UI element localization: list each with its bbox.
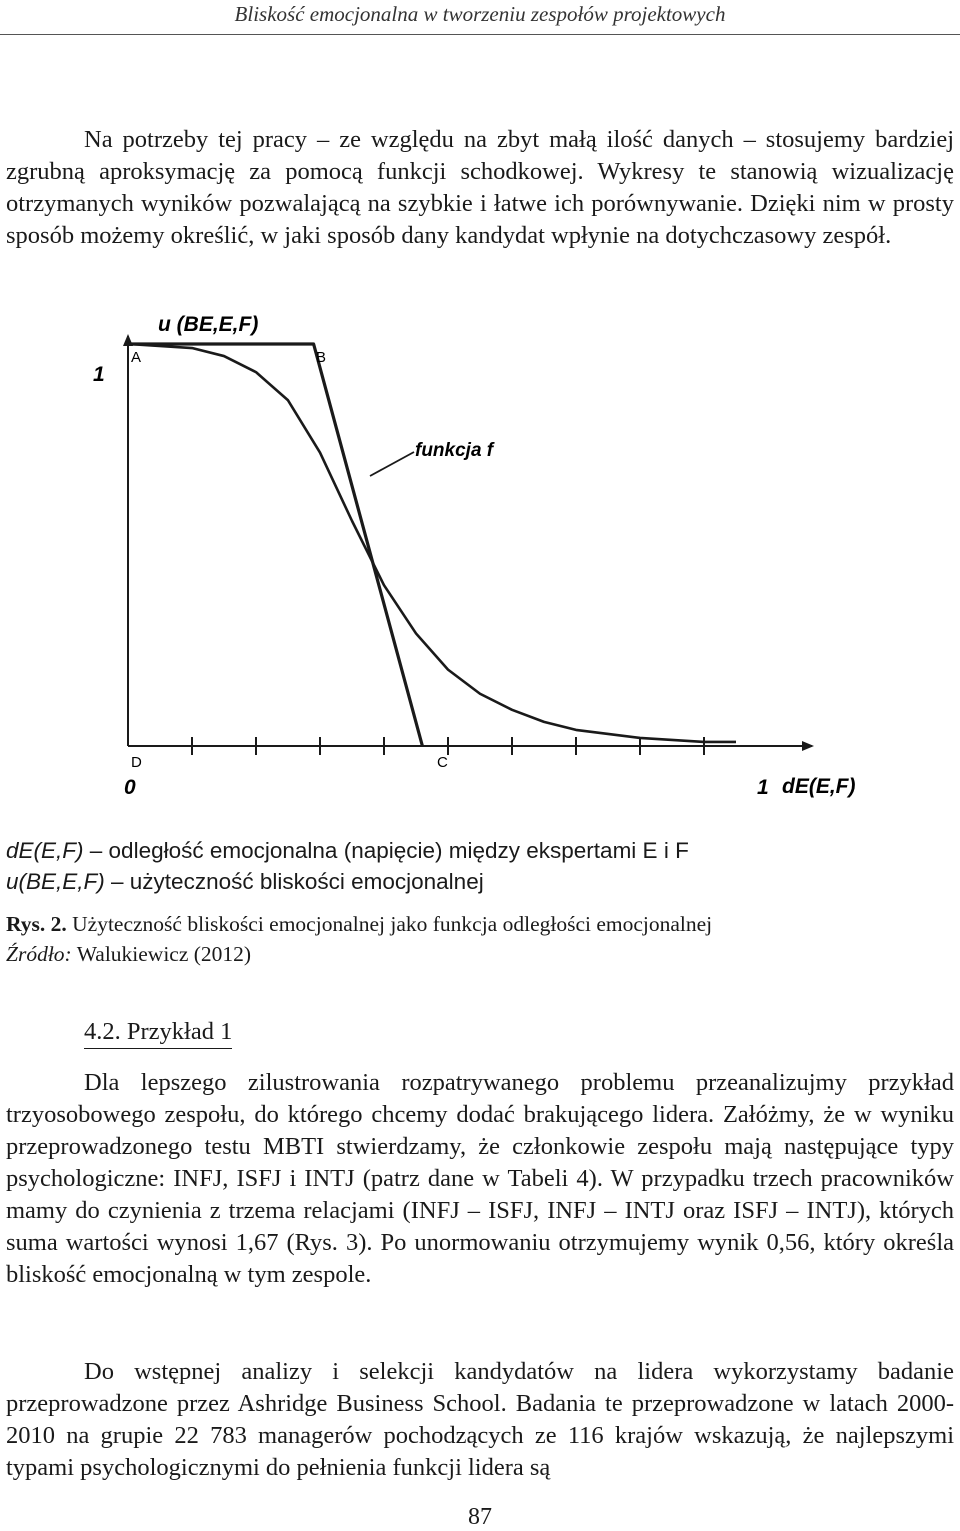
point-d-label: D [131,754,142,771]
axes [128,336,812,746]
figure-source [6,939,954,969]
caption-text: Użyteczność bliskości emocjonalnej jako funkcja odległości emocjonalnej [66,912,713,936]
legend-text-u: – użyteczność bliskości emocjonalnej [104,869,484,894]
figure-caption [6,909,954,939]
intro-paragraph: Na potrzeby tej pracy – ze względu na zbyt małą ilość danych – stosujemy bardziej zgrubną aproksymację za pomocą funkcji schodkowej. Wykresy te stanowią wizualizację otrzymanych wyników pozwalającą na szybkie i łatwe ich porównywanie. Dzięki nim w prosty sposób możemy określić, w jaki sposób dany kandydat wpłynie na dotychczasowy zespół. [6,126,954,249]
figure-legend-line-2 [6,866,954,897]
point-c-label: C [437,754,448,771]
legend-symbol-u: u [6,869,19,894]
caption-label: Rys. 2. [6,912,67,936]
y-axis-label: u (BE,E,F) [158,313,259,336]
legend-text-de: – odległość emocjonalna (napięcie) między ekspertami E i F [83,838,689,863]
figure-legend-line-1 [6,835,954,866]
running-header [0,0,960,35]
paragraph-2: Dla lepszego zilustrowania rozpatrywanego problemu przeanalizujmy przykład trzyosobowego zespołu, do którego chcemy dodać brakującego lidera. Załóżmy, że w wyniku przeprowadzonego testu MBTI stwierdzamy, że członkowie zespołu mają następujące typy psychologiczne: INFJ, ISFJ i INTJ (patrz dane w Tabeli 4). W przypadku trzech pracowników mamy do czynienia z trzema relacjami (INFJ – ISFJ, INFJ – INTJ oraz ISFJ – INTJ), których suma wartości wynosi 1,67 (Rys. 3). Po unormowaniu otrzymujemy wynik 0,56, który określa bliskość emocjonalną w tym zespole. [6,1069,954,1288]
series-function-f [128,344,736,742]
page-number: 87 [468,1504,492,1530]
y-tick-one-label: 1 [93,363,105,386]
point-a-label: A [131,349,142,366]
paragraph-3: Do wstępnej analizy i selekcji kandydatów na lidera wykorzystamy badanie przeprowadzone przez Ashridge Business School. Badania te przeprowadzone w latach 2000-2010 na grupie 22 783 managerów pochodzących ze 116 krajów wskazują, że najlepszymi typami psychologicznymi do pełnienia funkcji lidera są [6,1358,954,1481]
legend-args-de: (E,F) [33,838,84,863]
section-title: 4.2. Przykład 1 [84,1016,232,1049]
legend-symbol-de: dE [6,838,34,863]
x-tick-zero-label: 0 [124,776,136,799]
legend-args-u: (BE,E,F) [18,869,105,894]
curve-label-pointer [370,452,414,476]
utility-function-figure [0,300,960,810]
running-title: Bliskość emocjonalna w tworzeniu zespołów projektowych [234,2,726,26]
source-text: Walukiewicz (2012) [71,942,252,966]
series-layer [128,344,736,746]
point-b-label: B [316,349,327,366]
source-label: Źródło: [6,942,72,966]
x-tick-one-label: 1 [757,776,769,799]
curve-label: funkcja f [415,440,494,461]
series-piecewise-linear [128,344,422,746]
x-axis-label: dE(E,F) [782,775,856,798]
